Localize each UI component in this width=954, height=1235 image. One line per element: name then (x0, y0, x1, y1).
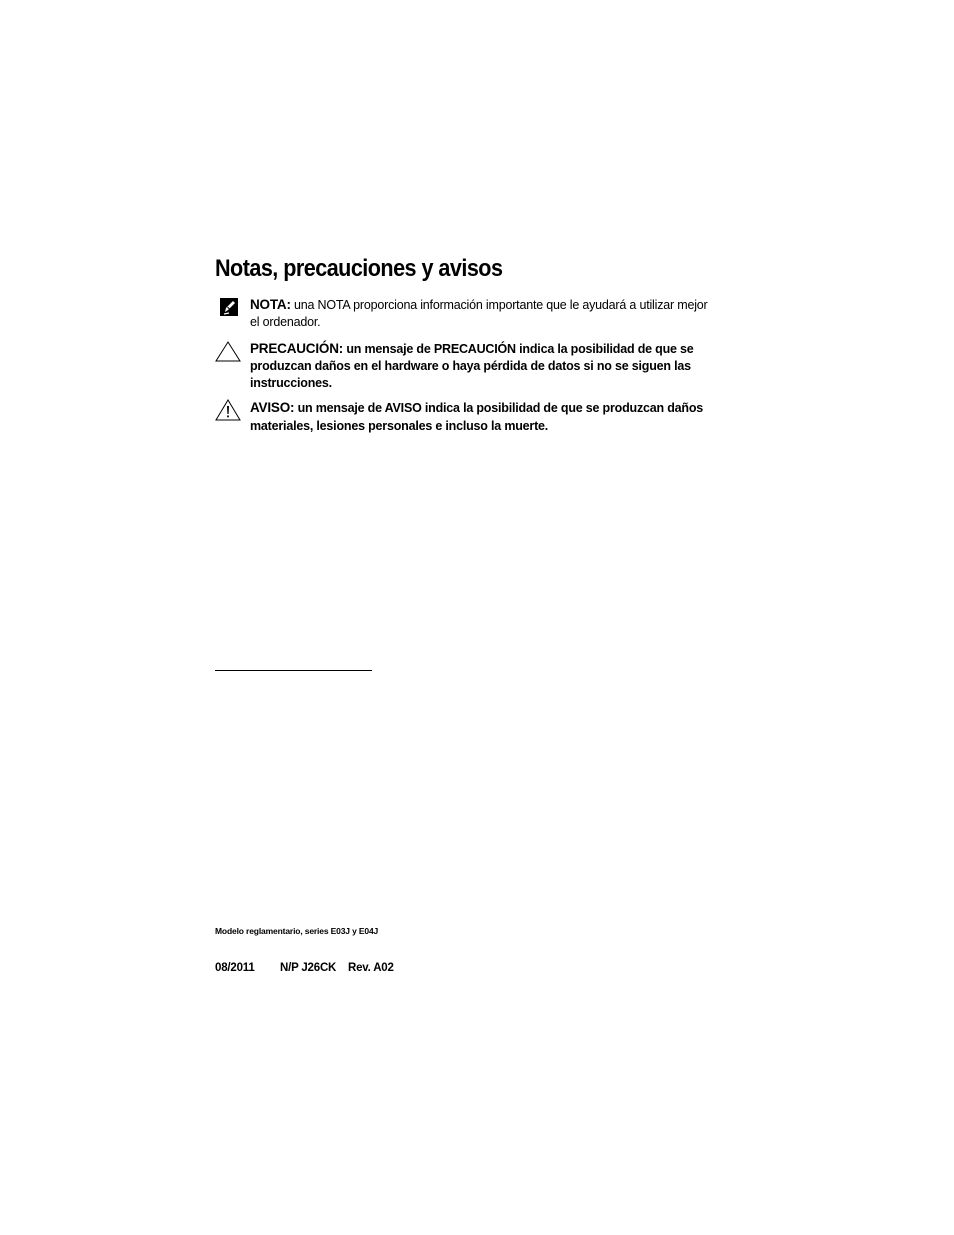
warning-notice (215, 399, 715, 435)
warning-text: un mensaje de AVISO indica la posibilidad de que se produzcan daños materiales, lesiones personales e incluso la muerte. (250, 401, 704, 433)
regulatory-model: Modelo reglamentario, series E03J y E04J (215, 926, 379, 936)
pencil-note-icon (215, 296, 241, 320)
caution-triangle-icon (215, 340, 241, 364)
caution-text: un mensaje de PRECAUCIÓN indica la posibilidad de que se produzcan daños en el hardware o haya pérdida de datos si no se siguen las instrucciones. (250, 342, 694, 390)
publication-date: 08/2011 (215, 962, 255, 974)
note-label: NOTA: (250, 297, 291, 312)
note-notice (215, 296, 715, 331)
note-text: una NOTA proporciona información importante que le ayudará a utilizar mejor el ordenador. (250, 298, 708, 329)
part-number: N/P J26CK (280, 962, 337, 974)
footnote-separator (215, 670, 372, 671)
publication-info (215, 962, 394, 974)
warning-label: AVISO: (250, 400, 295, 415)
page-title: Notas, precauciones y avisos (215, 255, 503, 282)
caution-notice (215, 340, 715, 392)
revision: Rev. A02 (348, 962, 394, 974)
caution-label: PRECAUCIÓN: (250, 341, 344, 356)
warning-exclamation-triangle-icon (215, 399, 241, 423)
